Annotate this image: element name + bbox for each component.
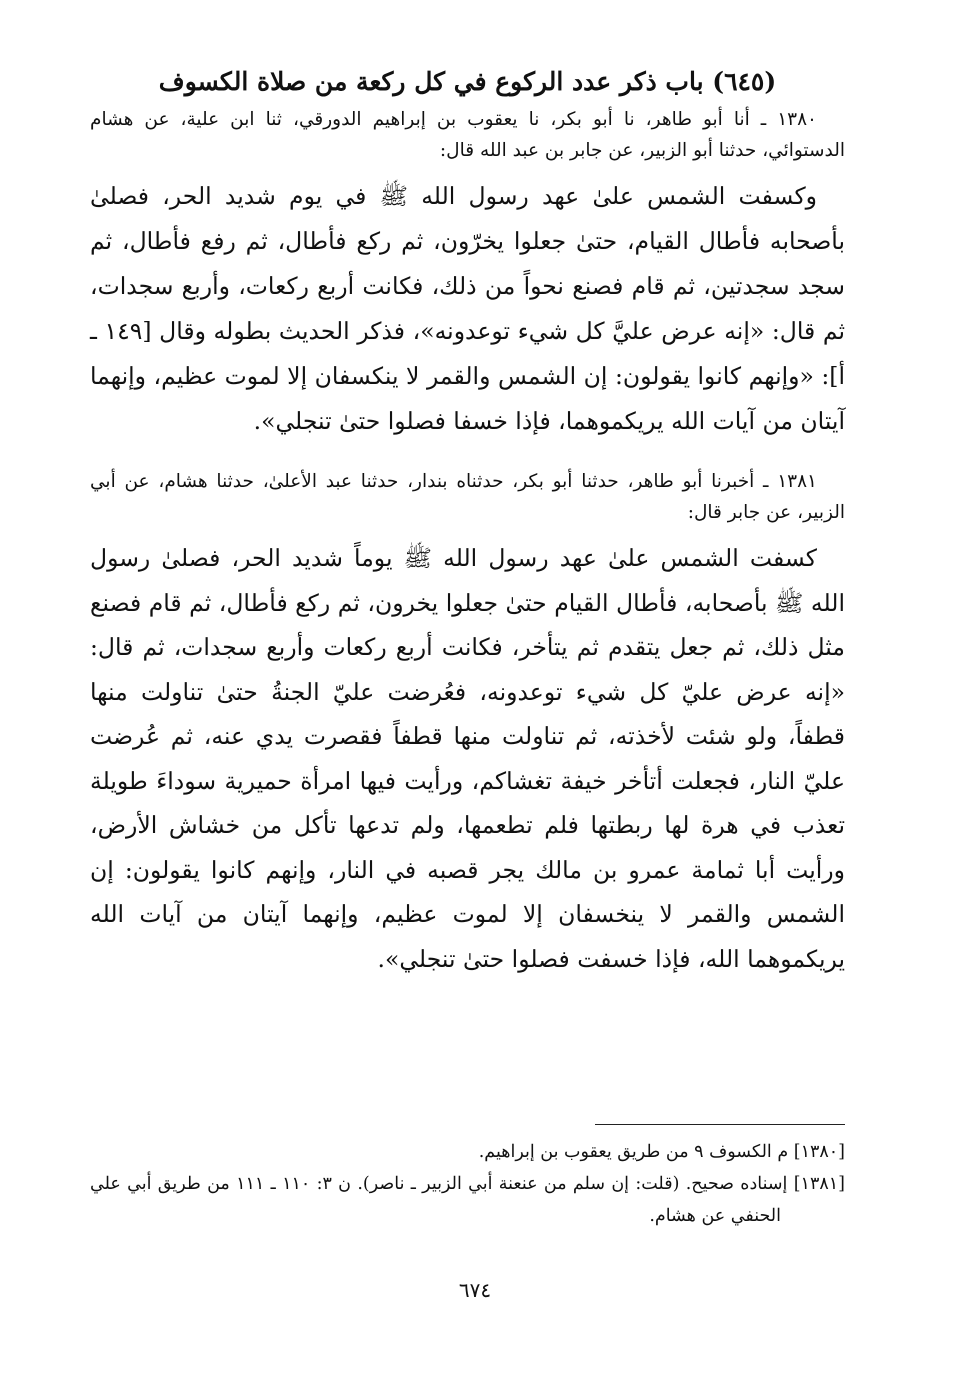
footnote-separator: [595, 1124, 845, 1125]
hadith-1380-isnad: ١٣٨٠ ـ أنا أبو طاهر، نا أبو بكر، نا يعقوب بن إبراهيم الدورقي، ثنا ابن علية، عن هشام الدستوائي، حدثنا أبو الزبير، عن جابر بن عبد الله قال:: [90, 109, 845, 161]
hadith-1380-matn: وكسفت الشمس علىٰ عهد رسول الله ﷺ في يوم شديد الحر، فصلىٰ بأصحابه فأطال القيام، حتىٰ جعلوا يخرّون، ثم ركع فأطال، ثم رفع فأطال، ثم سجد سجدتين، ثم قام فصنع نحواً من ذلك، فكانت أربع ركعات، وأربع سجدات، ثم قال: «إنه عرض عليَّ كل شيء توعدونه»، فذكر الحديث بطوله وقال [١٤٩ ـ أ]: «وإنهم كانوا يقولون: إن الشمس والقمر لا ينكسفان إلا لموت عظيم، وإنهما آيتان من آيات الله يريكموهما، فإذا خسفا فصلوا حتىٰ تنجلي».: [90, 182, 846, 435]
hadith-1381-matn: كسفت الشمس علىٰ عهد رسول الله ﷺ يوماً شديد الحر، فصلىٰ رسول الله ﷺ بأصحابه، فأطال القيام حتىٰ جعلوا يخرون، ثم ركع فأطال، ثم قام فصنع مثل ذلك، ثم جعل يتقدم ثم يتأخر، فكانت أربع ركعات وأربع سجدات، ثم قال: «إنه عرض عليّ كل شيء توعدونه، فعُرضت عليّ الجنةُ حتىٰ تناولت منها قطفاً، ولو شئت لأخذته، ثم تناولت منها قطفاً فقصرت يدي عنه، ثم عُرضت عليّ النار، فجعلت أتأخر خيفة تغشاكم، ورأيت فيها امرأة حميرية سوداءَ طويلة تعذب في هرة لها ربطتها فلم تطعمها، ولم تدعها تأكل من خشاش الأرض، ورأيت أبا ثمامة عمرو بن مالك يجر قصبه في النار، وإنهم كانوا يقولون: إن الشمس والقمر لا ينخسفان إلا لموت عظيم، وإنهما آيتان من آيات الله يريكموهما الله، فإذا خسفت فصلوا حتىٰ تنجلي».: [90, 544, 846, 973]
footnote-1380: [١٣٨٠] م الكسوف ٩ من طريق يعقوب بن إبراهيم.: [478, 1142, 845, 1162]
page-number: ٦٧٤: [458, 1278, 492, 1302]
chapter-title: (٦٤٥) باب ذكر عدد الركوع في كل ركعة من صلاة الكسوف: [158, 67, 777, 96]
page-body: [90, 62, 845, 981]
footnote-1381: [١٣٨١] إسناده صحيح. (قلت: إن سلم من عنعنة أبي الزبير ـ ناصر). ن ٣: ١١٠ ـ ١١١ من طريق أبي علي الحنفي عن هشام.: [90, 1174, 845, 1226]
hadith-1381-isnad: ١٣٨١ ـ أخبرنا أبو طاهر، حدثنا أبو بكر، حدثناه بندار، حدثنا عبد الأعلىٰ، حدثنا هشام، عن أبي الزبير، عن جابر قال:: [90, 471, 845, 523]
footnotes: [90, 1136, 845, 1232]
